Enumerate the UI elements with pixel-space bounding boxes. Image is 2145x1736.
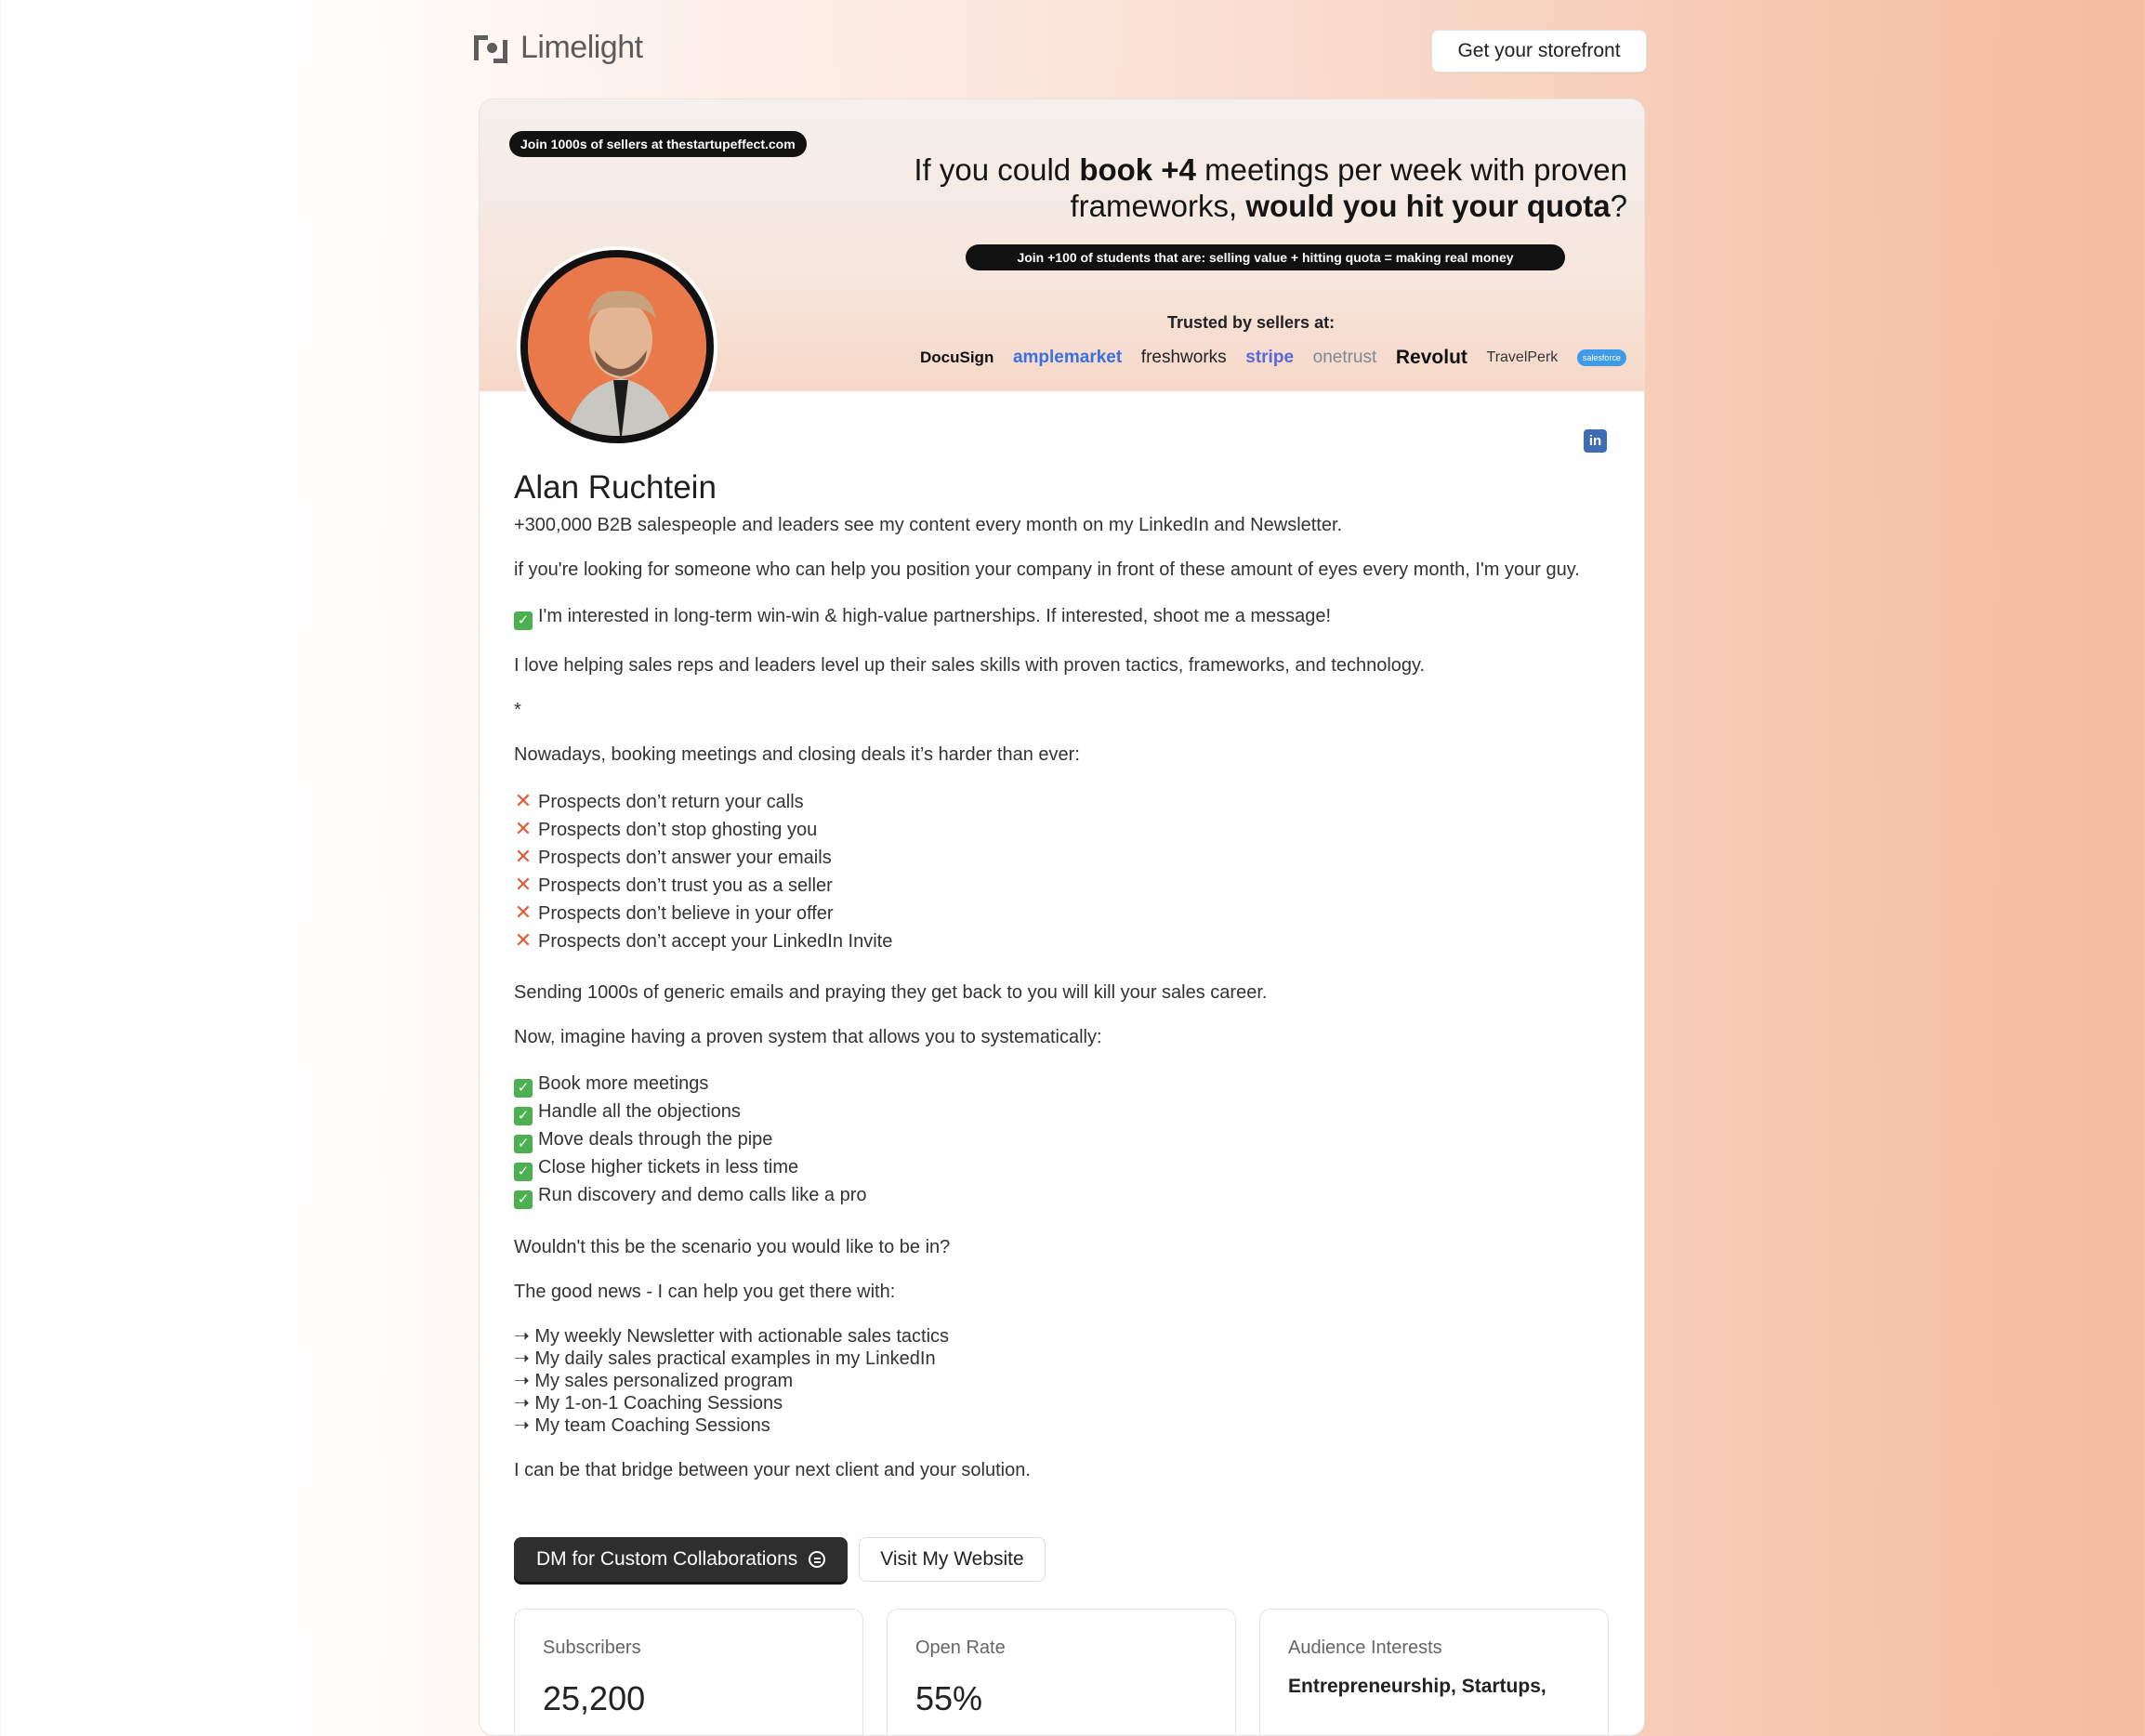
stat-label: Audience Interests	[1288, 1637, 1442, 1658]
list-item: ➝ My 1-on-1 Coaching Sessions	[514, 1393, 783, 1414]
stat-value: 55%	[915, 1679, 983, 1717]
cross-icon: ✕	[514, 845, 533, 868]
bio-paragraph: Now, imagine having a proven system that allows you to systematically:	[514, 1027, 1102, 1047]
banner-trusted-label: Trusted by sellers at:	[1167, 313, 1336, 332]
limelight-logo-icon	[474, 33, 507, 63]
bio-paragraph: Nowadays, booking meetings and closing deals it’s harder than ever:	[514, 744, 1080, 765]
list-item: ✕ Prospects don’t return your calls	[514, 789, 804, 812]
bio-paragraph: I can be that bridge between your next client and your solution.	[514, 1460, 1031, 1480]
list-item: ✕ Prospects don’t trust you as a seller	[514, 873, 833, 896]
banner-headline: If you could book +4 meetings per week with proven frameworks, would you hit your quota?	[914, 152, 1627, 223]
brand-docusign: DocuSign	[920, 349, 994, 366]
limelight-logo[interactable]	[474, 30, 643, 66]
benefits-list	[514, 1072, 1611, 1212]
brand-onetrust: onetrust	[1312, 348, 1377, 367]
brand-travelperk: TravelPerk	[1486, 349, 1559, 365]
list-item: ➝ My sales personalized program	[514, 1371, 794, 1391]
banner-brand-logos	[920, 341, 1626, 375]
logo-text: Limelight	[520, 30, 643, 65]
list-item: ✓ Close higher tickets in less time	[514, 1156, 1611, 1184]
list-item: ✓ Book more meetings	[514, 1072, 1611, 1100]
check-icon: ✓	[514, 1163, 533, 1181]
list-item: ➝ My daily sales practical examples in my LinkedIn	[514, 1348, 936, 1369]
dm-button-label: DM for Custom Collaborations	[536, 1548, 798, 1570]
profile-bio	[514, 514, 1611, 1481]
stat-label: Open Rate	[915, 1637, 1006, 1658]
chat-icon	[809, 1551, 825, 1568]
bio-paragraph: ✓ I'm interested in long-term win-win & high-value partnerships. If interested, shoot me a message!	[514, 605, 1611, 630]
cross-icon: ✕	[514, 789, 533, 812]
brand-stripe: stripe	[1245, 348, 1295, 367]
bio-paragraph: I love helping sales reps and leaders level up their sales skills with proven tactics, frameworks, and technology.	[514, 655, 1426, 676]
banner-students-pill: Join +100 of students that are: selling value + hitting quota = making real money	[966, 244, 1565, 270]
offers-list	[514, 1325, 1611, 1437]
stat-card-audience-interests	[1259, 1609, 1609, 1736]
list-item: ➝ My weekly Newsletter with actionable sales tactics	[514, 1326, 950, 1347]
stat-label: Subscribers	[543, 1637, 641, 1658]
cross-icon: ✕	[514, 817, 533, 840]
check-icon: ✓	[514, 612, 533, 630]
brand-freshworks: freshworks	[1140, 348, 1227, 367]
brand-salesforce: salesforce	[1577, 349, 1626, 366]
bio-paragraph: if you're looking for someone who can help you position your company in front of these amount of eyes every month, I'm your guy.	[514, 559, 1580, 580]
brand-revolut: Revolut	[1395, 347, 1467, 368]
stat-card-subscribers	[514, 1609, 863, 1736]
bio-paragraph: +300,000 B2B salespeople and leaders see my content every month on my LinkedIn and Newsletter.	[514, 515, 1343, 535]
stat-card-open-rate	[887, 1609, 1236, 1736]
profile-name: Alan Ruchtein	[514, 469, 717, 506]
check-icon: ✓	[514, 1079, 533, 1098]
list-item: ✓ Handle all the objections	[514, 1100, 1611, 1128]
linkedin-icon[interactable]: in	[1584, 429, 1607, 453]
banner-join-pill: Join 1000s of sellers at thestartupeffect.com	[509, 131, 807, 157]
list-item: ✕ Prospects don’t stop ghosting you	[514, 817, 818, 840]
bio-paragraph: Sending 1000s of generic emails and praying they get back to you will kill your sales career.	[514, 982, 1268, 1003]
list-item: ✕ Prospects don’t accept your LinkedIn Invite	[514, 928, 893, 952]
check-icon: ✓	[514, 1107, 533, 1125]
profile-actions	[514, 1537, 1046, 1582]
list-item: ✕ Prospects don’t believe in your offer	[514, 901, 834, 924]
cross-icon: ✕	[514, 873, 533, 896]
problems-list	[514, 790, 1611, 957]
stat-value: Entrepreneurship, Startups,	[1288, 1676, 1546, 1697]
dm-collaborations-button[interactable]	[514, 1537, 848, 1582]
stats-row	[514, 1609, 1609, 1736]
avatar-portrait-icon	[528, 257, 706, 436]
list-item: ➝ My team Coaching Sessions	[514, 1415, 770, 1436]
bio-paragraph: *	[514, 700, 521, 720]
bio-paragraph: Wouldn't this be the scenario you would like to be in?	[514, 1237, 951, 1257]
list-item: ✓ Move deals through the pipe	[514, 1128, 1611, 1156]
cross-icon: ✕	[514, 928, 533, 952]
list-item: ✕ Prospects don’t answer your emails	[514, 845, 832, 868]
check-icon: ✓	[514, 1135, 533, 1153]
brand-amplemarket: amplemarket	[1012, 348, 1123, 367]
stat-value: 25,200	[543, 1679, 646, 1717]
check-icon: ✓	[514, 1190, 533, 1209]
get-storefront-button[interactable]: Get your storefront	[1431, 30, 1647, 72]
bio-paragraph: The good news - I can help you get there with:	[514, 1282, 896, 1302]
list-item: ✓ Run discovery and demo calls like a pro	[514, 1184, 1611, 1212]
avatar	[517, 246, 717, 447]
visit-website-button[interactable]: Visit My Website	[859, 1537, 1045, 1582]
cross-icon: ✕	[514, 901, 533, 924]
profile-card	[479, 99, 1645, 1736]
